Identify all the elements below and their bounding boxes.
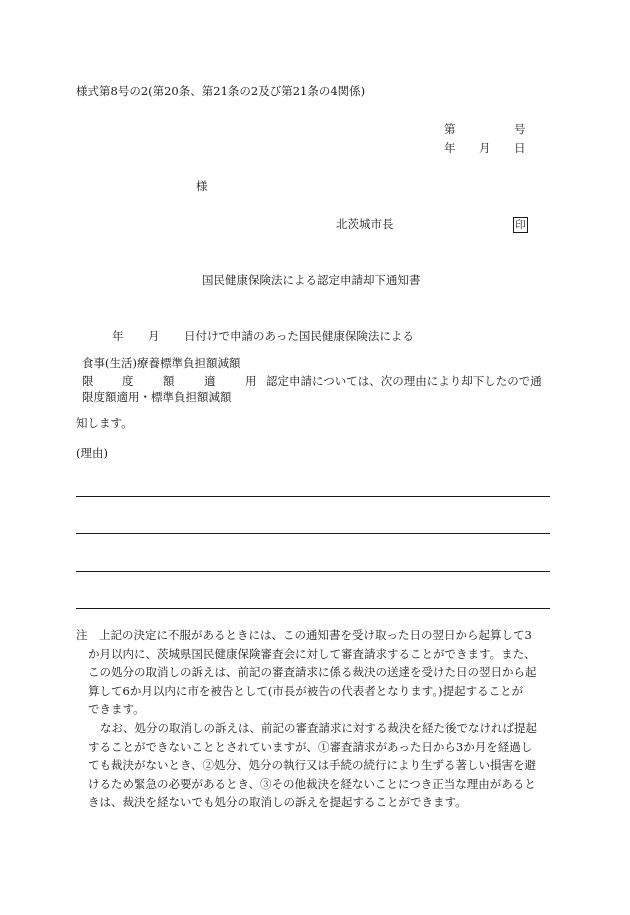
note-line: できます。 [88, 702, 145, 717]
option-limit-char-4: 適 [204, 374, 216, 388]
reason-line-3 [76, 571, 550, 572]
note-line: か月以内に、茨城県国民健康保険審査会に対して審査請求することができます。また、 [88, 646, 536, 661]
body-line-3: 知します。 [76, 416, 133, 430]
date-year: 年 [444, 141, 456, 155]
option-limit-char-2: 度 [122, 374, 134, 388]
note-line: 算して6か月以内に市を被告として(市長が被告の代表者となります。)提起することが [88, 683, 524, 698]
note-line: けるため緊急の必要があるとき、③その他裁決を経ないことにつき正当な理由があると [88, 776, 536, 791]
seal-mark: 印 [513, 217, 528, 233]
appeal-note [76, 626, 552, 812]
note-line: きは、裁決を経ないでも処分の取消しの訴えを提起することができます。 [88, 795, 467, 810]
option-limit-char-3: 額 [163, 374, 175, 388]
reason-line-2 [76, 533, 550, 534]
option-meal-reduction: 食事(生活)療養標準負担額減額 [82, 356, 241, 370]
option-limit-char-1: 限 [82, 374, 94, 388]
form-number: 様式第8号の2(第20条、第21条の2及び第21条の4関係) [76, 84, 366, 98]
reason-label: (理由) [76, 446, 108, 460]
official-seal [513, 217, 528, 233]
reason-line-4 [76, 608, 550, 609]
addressee-suffix: 様 [196, 179, 208, 193]
option-limit-char-5: 用 [245, 374, 257, 388]
note-line: 注 上記の決定に不服があるときには、この通知書を受け取った日の翌日から起算して3 [76, 628, 532, 642]
body-month: 月 [148, 329, 160, 343]
note-line: この処分の取消しの訴えは、前記の審査請求に係る裁決の送達を受けた日の翌日から起 [88, 665, 537, 680]
body-year: 年 [112, 329, 124, 343]
note-line: することができないこととされていますが、①審査請求があった日から3か月を経過し [88, 739, 533, 754]
date-day: 日 [514, 141, 526, 155]
note-line: なお、処分の取消しの訴えは、前記の審査請求に対する裁決を経た後でなければ提起 [100, 720, 537, 735]
body-line-1: 日付けで申請のあった国民健康保険法による [184, 329, 414, 343]
number-prefix: 第 [444, 122, 456, 136]
issuer-name: 北茨城市長 [336, 217, 394, 231]
document-title: 国民健康保険法による認定申請却下通知書 [202, 273, 421, 287]
note-line: ても裁決がないとき、②処分、処分の執行又は手続の続行により生ずる著しい損害を避 [88, 758, 537, 773]
number-suffix: 号 [514, 122, 526, 136]
option-limit-standard: 限度額適用・標準負担額減額 [82, 390, 232, 404]
date-month: 月 [479, 141, 491, 155]
body-line-2: 認定申請については、次の理由により却下したので通 [266, 374, 542, 388]
reason-line-1 [76, 496, 550, 497]
